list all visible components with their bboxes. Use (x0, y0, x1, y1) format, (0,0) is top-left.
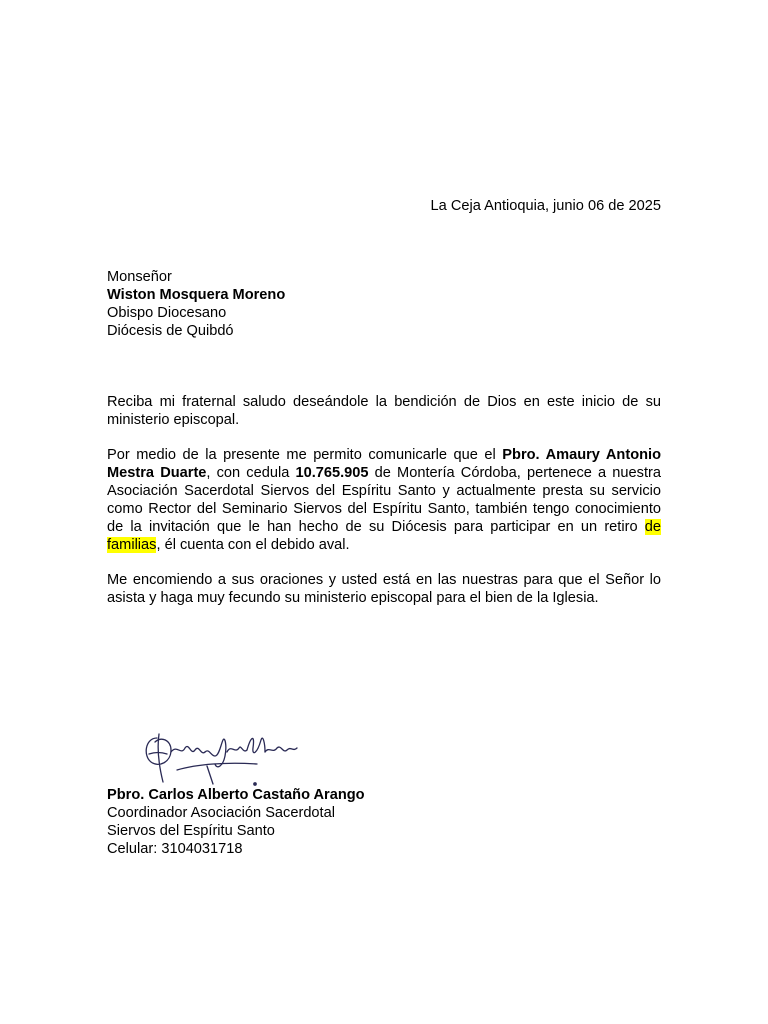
id-number: 10.765.905 (295, 465, 369, 481)
recipient-diocese: Diócesis de Quibdó (107, 323, 234, 339)
signer-role: Coordinador Asociación Sacerdotal (107, 805, 335, 821)
main-paragraph: Por medio de la presente me permito comunicarle que el Pbro. Amaury Antonio Mestra Duarte, con cedula 10.765.905 de Montería Córdoba, pertenece a nuestra Asociación Sacerdotal Siervos del Espíritu Santo y actualmente presta su servicio como Rector del Seminario Siervos del Espíritu Santo, también tengo conocimiento de la invitación que le han hecho de su Diócesis para participar en un retiro de familias, él cuenta con el debido aval. (107, 447, 661, 553)
signer-block (107, 786, 365, 858)
recipient-block (107, 268, 285, 340)
priest-name: Pbro. Amaury Antonio Mestra Duarte (107, 447, 661, 481)
signer-organization: Siervos del Espíritu Santo (107, 823, 275, 839)
recipient-title: Monseñor (107, 269, 172, 285)
recipient-name: Wiston Mosquera Moreno (107, 287, 286, 303)
handwritten-signature (137, 726, 305, 792)
place-date: La Ceja Antioquia, junio 06 de 2025 (430, 198, 661, 214)
recipient-role: Obispo Diocesano (107, 305, 227, 321)
highlighted-text: de familias (107, 519, 661, 553)
letter-body (107, 393, 661, 624)
closing-paragraph: Me encomiendo a sus oraciones y usted está en las nuestras para que el Señor lo asista y haga muy fecundo su ministerio episcopal para el bien de la Iglesia. (107, 572, 661, 606)
greeting-paragraph: Reciba mi fraternal saludo deseándole la bendición de Dios en este inicio de su ministerio episcopal. (107, 394, 661, 428)
signer-name: Pbro. Carlos Alberto Castaño Arango (107, 787, 365, 803)
signer-phone: Celular: 3104031718 (107, 841, 243, 857)
